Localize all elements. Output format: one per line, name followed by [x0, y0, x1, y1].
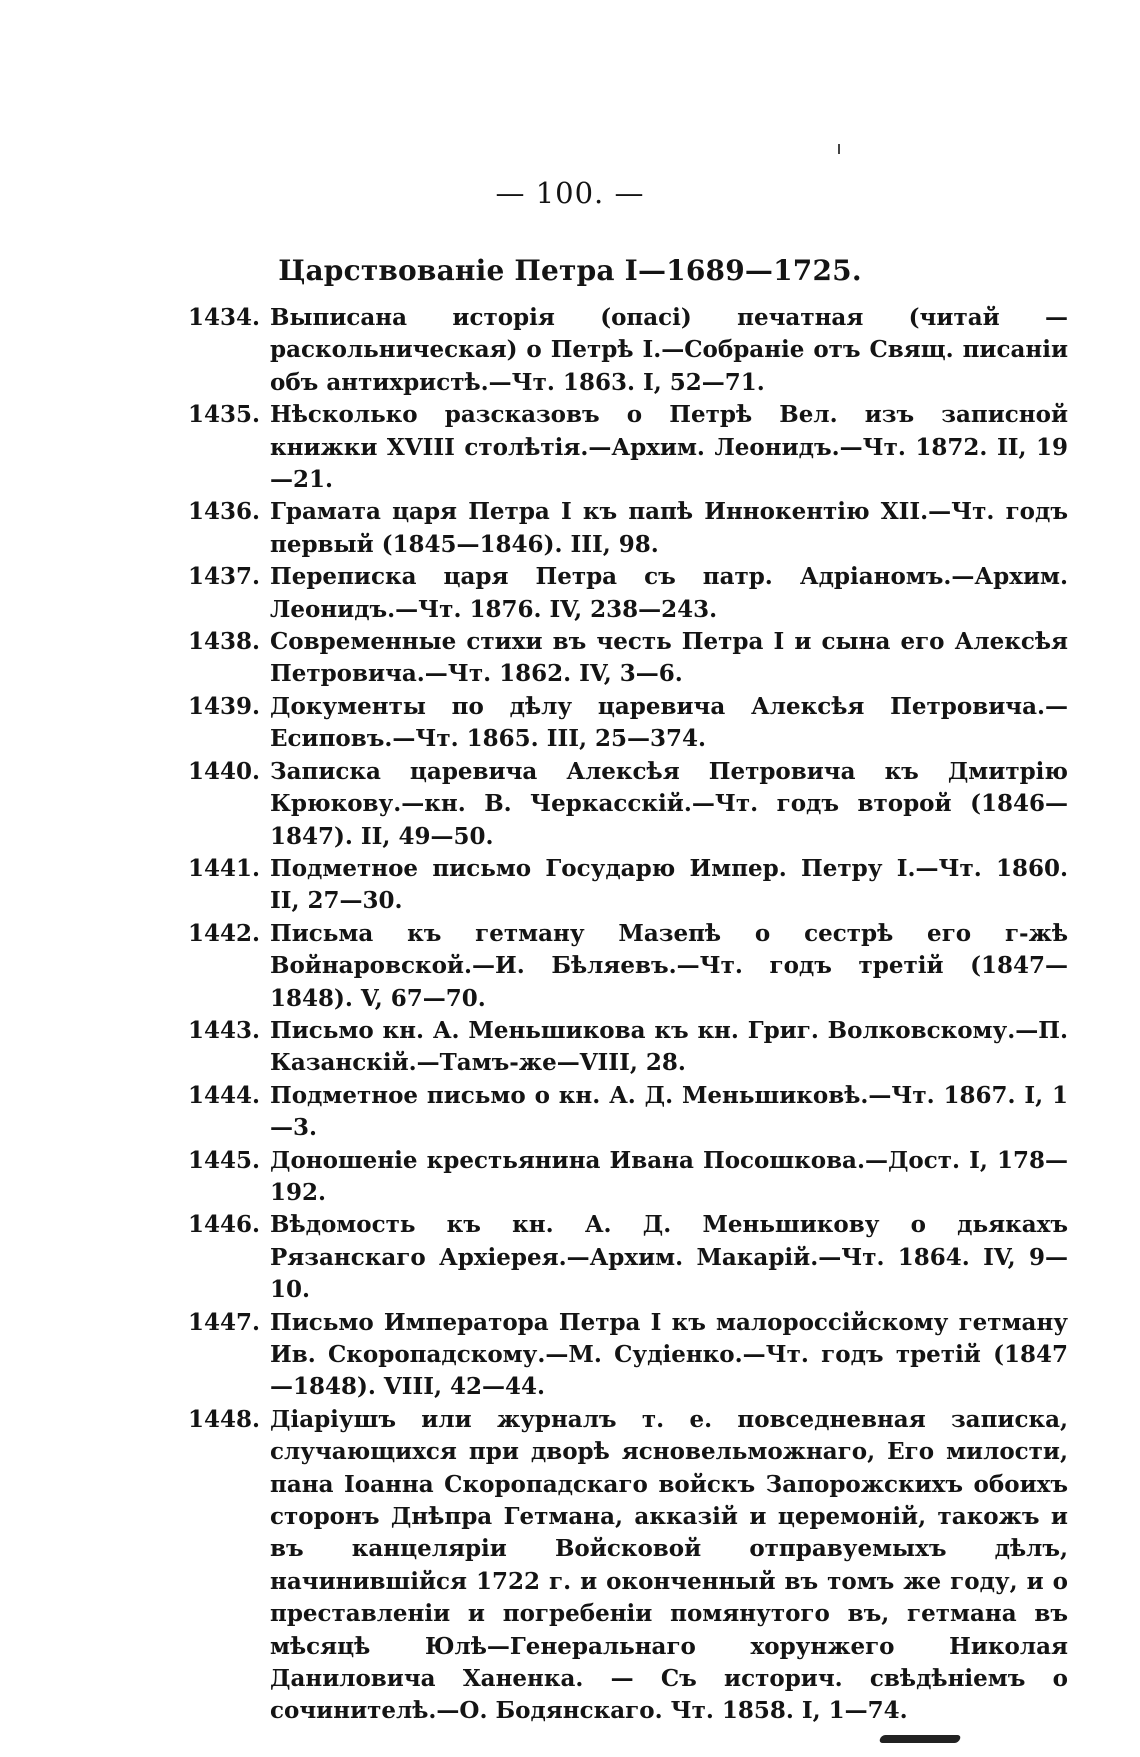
entry-number: 1438. [188, 628, 261, 656]
list-item [188, 399, 1068, 496]
scan-artifact [879, 1735, 962, 1743]
entry-text: Переписка царя Петра съ патр. Адріаномъ.—Архим. Леонидъ.—Чт. 1876. IV, 238—243. [270, 563, 1068, 623]
entry-number: 1434. [188, 304, 261, 331]
list-item [188, 918, 1068, 1015]
entry-text: Вѣдомость къ кн. А. Д. Меньшикову о дьякахъ Рязанскаго Архіерея.—Архим. Макарій.—Чт. 1864. IV, 9—10. [270, 1211, 1068, 1304]
list-item [188, 853, 1068, 918]
scan-tick [838, 144, 840, 154]
entry-text: Современные стихи въ честь Петра I и сына его Алексѣя Петровича.—Чт. 1862. IV, 3—6. [270, 628, 1068, 688]
entry-text: Нѣсколько разсказовъ о Петрѣ Вел. изъ записной книжки XVIII столѣтія.—Архим. Леонидъ.—Чт. 1872. II, 19—21. [270, 401, 1068, 494]
entry-text: Письмо кн. А. Меньшикова къ кн. Григ. Волковскому.—П. Казанскій.—Тамъ-же—VIII, 28. [270, 1016, 1068, 1077]
entry-number: 1445. [188, 1146, 261, 1174]
entry-text: Подметное письмо Государю Импер. Петру I.—Чт. 1860. II, 27—30. [270, 854, 1068, 915]
page-number: — 100. — [495, 176, 645, 210]
list-item [188, 691, 1068, 756]
list-item [188, 1145, 1068, 1210]
entry-number: 1435. [188, 401, 261, 429]
entry-text: Грамата царя Петра I къ папѣ Иннокентію XII.—Чт. годъ первый (1845—1846). III, 98. [270, 498, 1068, 558]
list-item [188, 1080, 1068, 1145]
entry-number: 1437. [188, 563, 261, 591]
entry-text: Выписана исторія (опасі) печатная (читай — раскольническая) о Петрѣ I.—Собраніе отъ Свящ. писаніи объ антихристѣ.—Чт. 1863. I, 52—71. [270, 304, 1068, 396]
list-item [188, 1015, 1068, 1080]
entry-number: 1448. [188, 1405, 261, 1433]
entry-text: Письма къ гетману Мазепѣ о сестрѣ его г-жѣ Войнаровской.—И. Бѣляевъ.—Чт. годъ третій (1847—1848). V, 67—70. [270, 919, 1068, 1012]
entry-list [188, 302, 1068, 1728]
entry-number: 1436. [188, 498, 261, 526]
entry-number: 1444. [188, 1081, 261, 1109]
entry-text: Записка царевича Алексѣя Петровича къ Дмитрію Крюкову.—кн. В. Черкасскій.—Чт. годъ второй (1846—1847). II, 49—50. [270, 757, 1068, 850]
entry-number: 1443. [188, 1016, 261, 1044]
entry-text: Документы по дѣлу царевича Алексѣя Петровича.—Есиповъ.—Чт. 1865. III, 25—374. [270, 692, 1068, 753]
entry-number: 1441. [188, 854, 261, 882]
entry-number: 1440. [188, 757, 261, 785]
entry-text: Письмо Императора Петра I къ малороссійскому гетману Ив. Скоропадскому.—М. Судіенко.—Чт. годъ третій (1847—1848). VIII, 42—44. [270, 1308, 1068, 1401]
entry-text: Доношеніе крестьянина Ивана Посошкова.—Дост. I, 178—192. [270, 1146, 1068, 1206]
entry-text: Подметное письмо о кн. А. Д. Меньшиковѣ.—Чт. 1867. I, 1—3. [270, 1081, 1068, 1142]
list-item [188, 626, 1068, 691]
list-item [188, 1307, 1068, 1404]
list-item [188, 1404, 1068, 1728]
list-item [188, 561, 1068, 626]
list-item [188, 1209, 1068, 1306]
entry-number: 1442. [188, 919, 261, 947]
entry-text: Діаріушъ или журналъ т. е. повседневная записка, случающихся при дворѣ ясновельможнаго, Его милости, пана Іоанна Скоропадскаго войскъ Запорожскихъ обоихъ сторонъ Днѣпра Гетмана, акказій и церемоній, такожъ и въ канцеляріи Войсковой отправуемыхъ дѣлъ, начинившійся 1722 г. и оконченный въ томъ же году, и о преставленіи и погребеніи помянутого въ, гетмана въ мѣсяцѣ Юлѣ—Генеральнаго хорунжего Николая Даниловича Ханенка. — Съ историч. свѣдѣніемъ о сочинителѣ.—О. Бодянскаго. Чт. 1858. I, 1—74. [270, 1405, 1068, 1725]
entry-number: 1446. [188, 1211, 261, 1239]
list-item [188, 756, 1068, 853]
section-title: Царствованіе Петра I—1689—1725. [278, 254, 862, 287]
list-item [188, 302, 1068, 399]
entry-number: 1447. [188, 1308, 261, 1336]
entry-number: 1439. [188, 692, 261, 720]
list-item [188, 496, 1068, 561]
